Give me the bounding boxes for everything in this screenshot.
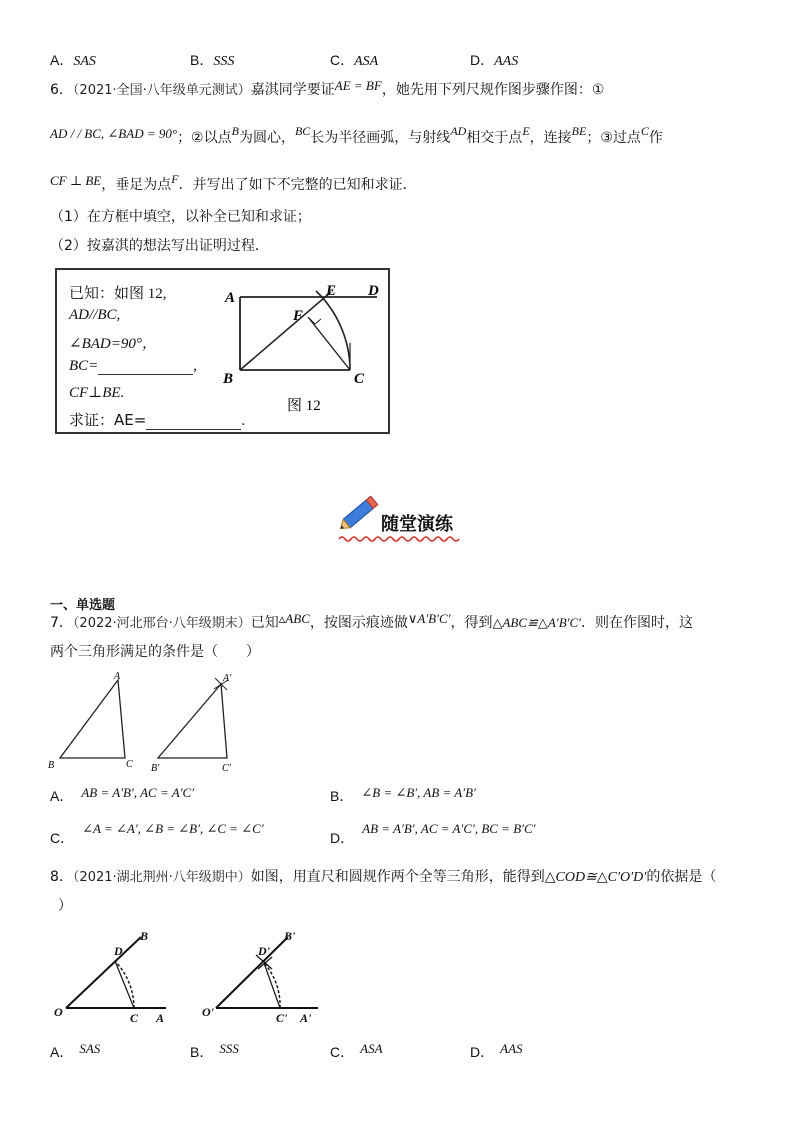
q8-option-d[interactable]: D． AAS — [470, 1041, 523, 1060]
fig7-b: B — [48, 760, 55, 771]
figure-12-box — [55, 268, 390, 434]
box-given: 已知：如图 12, — [69, 286, 167, 302]
q7-option-a[interactable]: A． AB = A′B′, AC = A′C′ — [50, 785, 195, 804]
segment-cf — [308, 317, 350, 370]
fig8-a: A — [156, 1011, 165, 1025]
q6-line1: 6．（2021·全国·八年级单元测试）嘉淇同学要证AE = BF，她先用下列尺规作图步骤作图：① — [50, 78, 605, 98]
q8-option-b[interactable]: B． SSS — [190, 1041, 239, 1060]
q8-option-a[interactable]: A． SAS — [50, 1041, 101, 1060]
pt-c: C — [354, 371, 365, 387]
pt-d: D — [368, 283, 379, 299]
pencil-icon — [335, 488, 385, 538]
fig8-a2: A' — [300, 1011, 312, 1025]
segment-be — [240, 292, 331, 370]
box-bc-blank[interactable]: BC= , — [69, 358, 198, 374]
box-cf-perp: CF⊥BE. — [69, 385, 125, 401]
q8-source: （2021·湖北荆州·八年级期中） — [72, 870, 251, 885]
fig8-c2: C' — [276, 1011, 288, 1025]
fig8-b: B — [140, 929, 149, 943]
box-ad-parallel: AD//BC, — [69, 307, 121, 323]
banner-title: 随堂演练 — [381, 514, 453, 535]
box-prove[interactable]: 求证：AE= . — [69, 411, 246, 429]
q6-sub2: （2）按嘉淇的想法写出证明过程． — [50, 238, 269, 254]
q8-line2: ） — [58, 898, 72, 914]
q6-sub1: （1）在方框中填空，以补全已知和求证； — [50, 209, 311, 225]
fig7-b2: B′ — [151, 763, 160, 774]
q8-figure — [48, 925, 378, 1025]
q8-option-c[interactable]: C． ASA — [330, 1041, 383, 1060]
fig7-a: A — [114, 671, 121, 682]
q8-line1: 8．（2021·湖北荆州·八年级期中）如图，用直尺和圆规作两个全等三角形，能得到△COD≅△C′O′D′的依据是（ — [50, 869, 717, 885]
q6-line2: AD / / BC, ∠BAD = 90°；②以点B为圆心，BC长为半径画弧，与射线AD相交于点E，连接BE；③过点C作 — [50, 124, 663, 146]
q6-source: （2021·全国·八年级单元测试） — [72, 83, 251, 98]
prev-option-c[interactable]: C．ASA — [330, 52, 379, 69]
pt-b: B — [223, 371, 234, 387]
practice-banner — [335, 488, 465, 546]
q7-line2: 两个三角形满足的条件是（ ） — [50, 644, 260, 660]
pt-a: A — [225, 290, 236, 306]
section-title: 一、单选题 — [50, 598, 116, 613]
q7-option-b[interactable]: B． ∠B = ∠B′, AB = A′B′ — [330, 785, 476, 804]
q7-option-d[interactable]: D．AB = A′B′, AC = A′C′, BC = B′C′ — [330, 821, 536, 846]
q7-figure — [45, 668, 245, 778]
q8-number: 8． — [50, 869, 73, 885]
fig8-c: C — [130, 1011, 139, 1025]
q6-number: 6． — [50, 82, 73, 98]
figure-caption: 图 12 — [287, 398, 321, 414]
fig8-d2: D' — [258, 944, 270, 958]
pt-e: E — [326, 283, 337, 299]
prev-option-d[interactable]: D．AAS — [470, 52, 519, 69]
q7-source: （2022·河北邢台·八年级期末） — [72, 616, 251, 631]
prev-option-b[interactable]: B．SSS — [190, 52, 235, 69]
q7-number: 7． — [50, 615, 73, 631]
triangle-a2b2c2 — [158, 684, 227, 758]
fig7-c2: C′ — [222, 763, 231, 774]
fig8-o: O — [54, 1005, 63, 1019]
fig8-o2: O' — [202, 1005, 214, 1019]
fig7-c: C — [126, 759, 133, 770]
segment-dc — [115, 961, 134, 1008]
box-angle-bad: ∠BAD=90°， — [69, 336, 157, 352]
triangle-abc — [60, 680, 125, 758]
q7-line1: 7．（2022·河北邢台·八年级期末）已知▵ABC，按图示痕迹做∨A′B′C′，得到△ABC≌△A′B′C′．则在作图时，这 — [50, 611, 693, 631]
prev-option-a[interactable]: A．SAS — [50, 52, 96, 69]
q6-line3: CF ⊥ BE，垂足为点F．并写出了如下不完整的已知和求证． — [50, 172, 417, 193]
fig8-d: D — [114, 944, 123, 958]
figure-12-diagram — [57, 270, 392, 436]
arc-bc — [316, 291, 350, 370]
q7-option-c[interactable]: C．∠A = ∠A′, ∠B = ∠B′, ∠C = ∠C′ — [50, 821, 264, 846]
fig8-b2: B' — [284, 929, 296, 943]
fig7-a2: A′ — [223, 673, 232, 684]
pt-f: F — [293, 308, 304, 324]
banner-underline — [337, 534, 462, 544]
